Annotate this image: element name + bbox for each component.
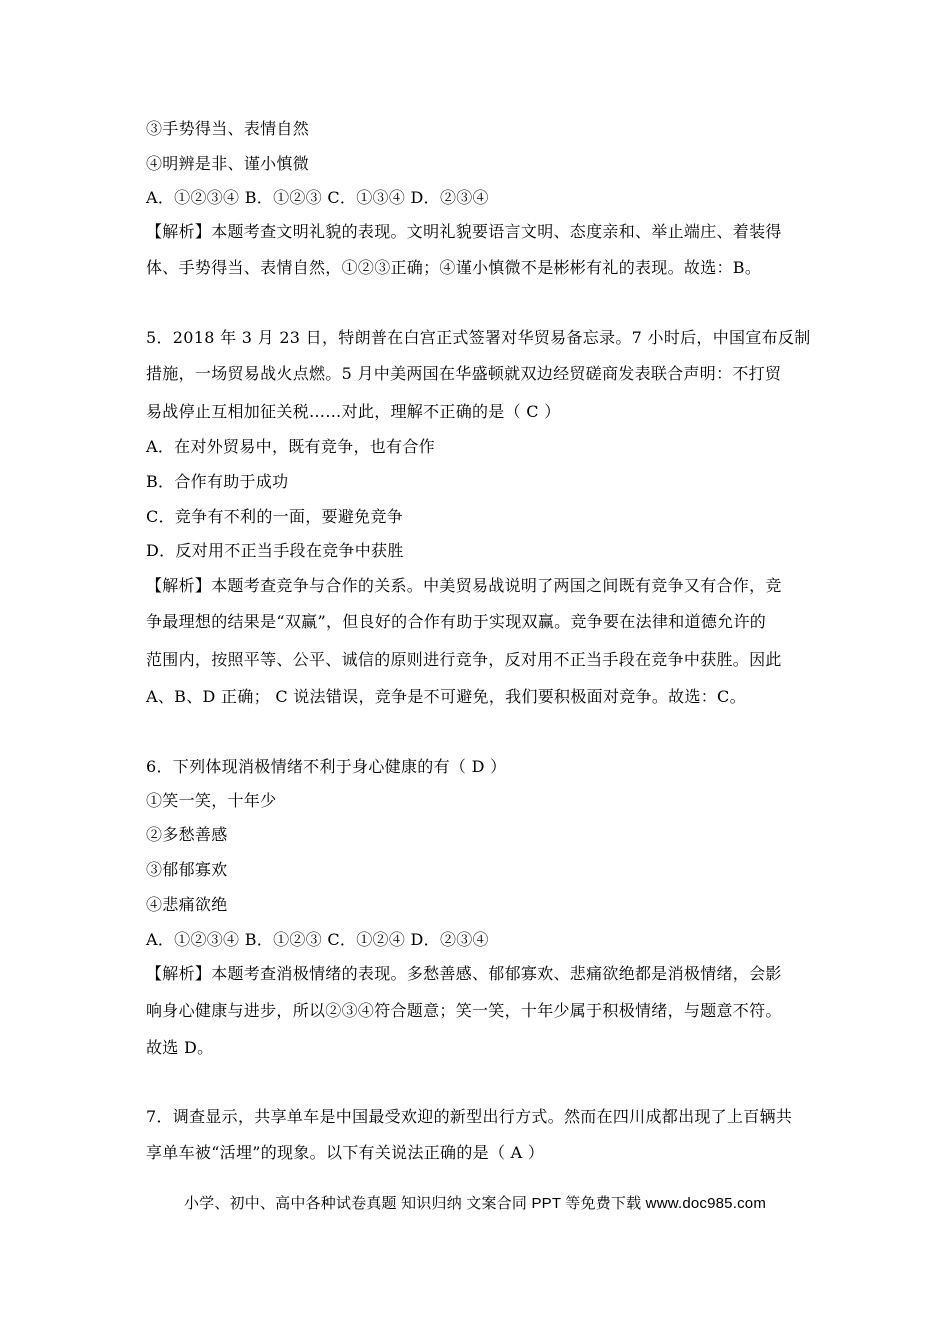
q7-stem-line-1: 7．调查显示，共享单车是中国最受欢迎的新型出行方式。然而在四川成都出现了上百辆共 (146, 1107, 793, 1126)
q5-option-d: D．反对用不正当手段在竞争中获胜 (146, 541, 404, 560)
q6-analysis-line-3: 故选 D。 (146, 1038, 214, 1057)
q6-analysis-line-1: 【解析】本题考查消极情绪的表现。多愁善感、郁郁寡欢、悲痛欲绝都是消极情绪，会影 (146, 964, 782, 983)
q6-option-2: ②多愁善感 (146, 825, 228, 844)
q5-stem-line-2: 措施，一场贸易战火点燃。5 月中美两国在华盛顿就双边经贸磋商发表联合声明：不打贸 (146, 364, 782, 383)
q5-analysis-line-3: 范围内，按照平等、公平、诚信的原则进行竞争，反对用不正当手段在竞争中获胜。因此 (146, 650, 782, 669)
q5-stem-line-1: 5．2018 年 3 月 23 日，特朗普在白宫正式签署对华贸易备忘录。7 小时后，中国宣布反制 (146, 328, 811, 347)
q5-analysis-line-1: 【解析】本题考查竞争与合作的关系。中美贸易战说明了两国之间既有竞争又有合作，竞 (146, 576, 782, 595)
q5-option-a: A．在对外贸易中，既有竞争，也有合作 (146, 437, 435, 456)
q6-option-3: ③郁郁寡欢 (146, 860, 228, 879)
q6-option-1: ①笑一笑，十年少 (146, 791, 277, 810)
q4-option-3: ③手势得当、表情自然 (146, 119, 310, 138)
q4-analysis-line-2: 体、手势得当、表情自然，①②③正确；④谨小慎微不是彬彬有礼的表现。故选：B。 (146, 258, 762, 277)
q5-option-b: B．合作有助于成功 (146, 472, 289, 491)
q6-choices: A．①②③④ B．①②③ C．①②④ D．②③④ (146, 930, 489, 949)
q5-analysis-line-2: 争最理想的结果是“双赢”，但良好的合作有助于实现双赢。竞争要在法律和道德允许的 (146, 612, 767, 631)
q6-option-4: ④悲痛欲绝 (146, 895, 228, 914)
q5-stem-line-3: 易战停止互相加征关税……对此，理解不正确的是（ C ） (146, 402, 561, 421)
q4-analysis-line-1: 【解析】本题考查文明礼貌的表现。文明礼貌要语言文明、态度亲和、举止端庄、着装得 (146, 222, 782, 241)
q6-stem: 6．下列体现消极情绪不利于身心健康的有（ D ） (146, 757, 507, 776)
q5-analysis-line-4: A、B、D 正确； C 说法错误，竞争是不可避免，我们要积极面对竞争。故选：C。 (146, 687, 746, 706)
q5-option-c: C．竞争有不利的一面，要避免竞争 (146, 507, 404, 526)
q7-stem-line-2: 享单车被“活埋”的现象。以下有关说法正确的是（ A ） (146, 1143, 545, 1162)
page-footer: 小学、初中、高中各种试卷真题 知识归纳 文案合同 PPT 等免费下载 www.doc985.com (183, 1195, 767, 1212)
q4-option-4: ④明辨是非、谨小慎微 (146, 154, 310, 173)
q4-choices: A．①②③④ B．①②③ C．①③④ D．②③④ (146, 188, 489, 207)
q6-analysis-line-2: 响身心健康与进步，所以②③④符合题意；笑一笑，十年少属于积极情绪，与题意不符。 (146, 1001, 782, 1020)
